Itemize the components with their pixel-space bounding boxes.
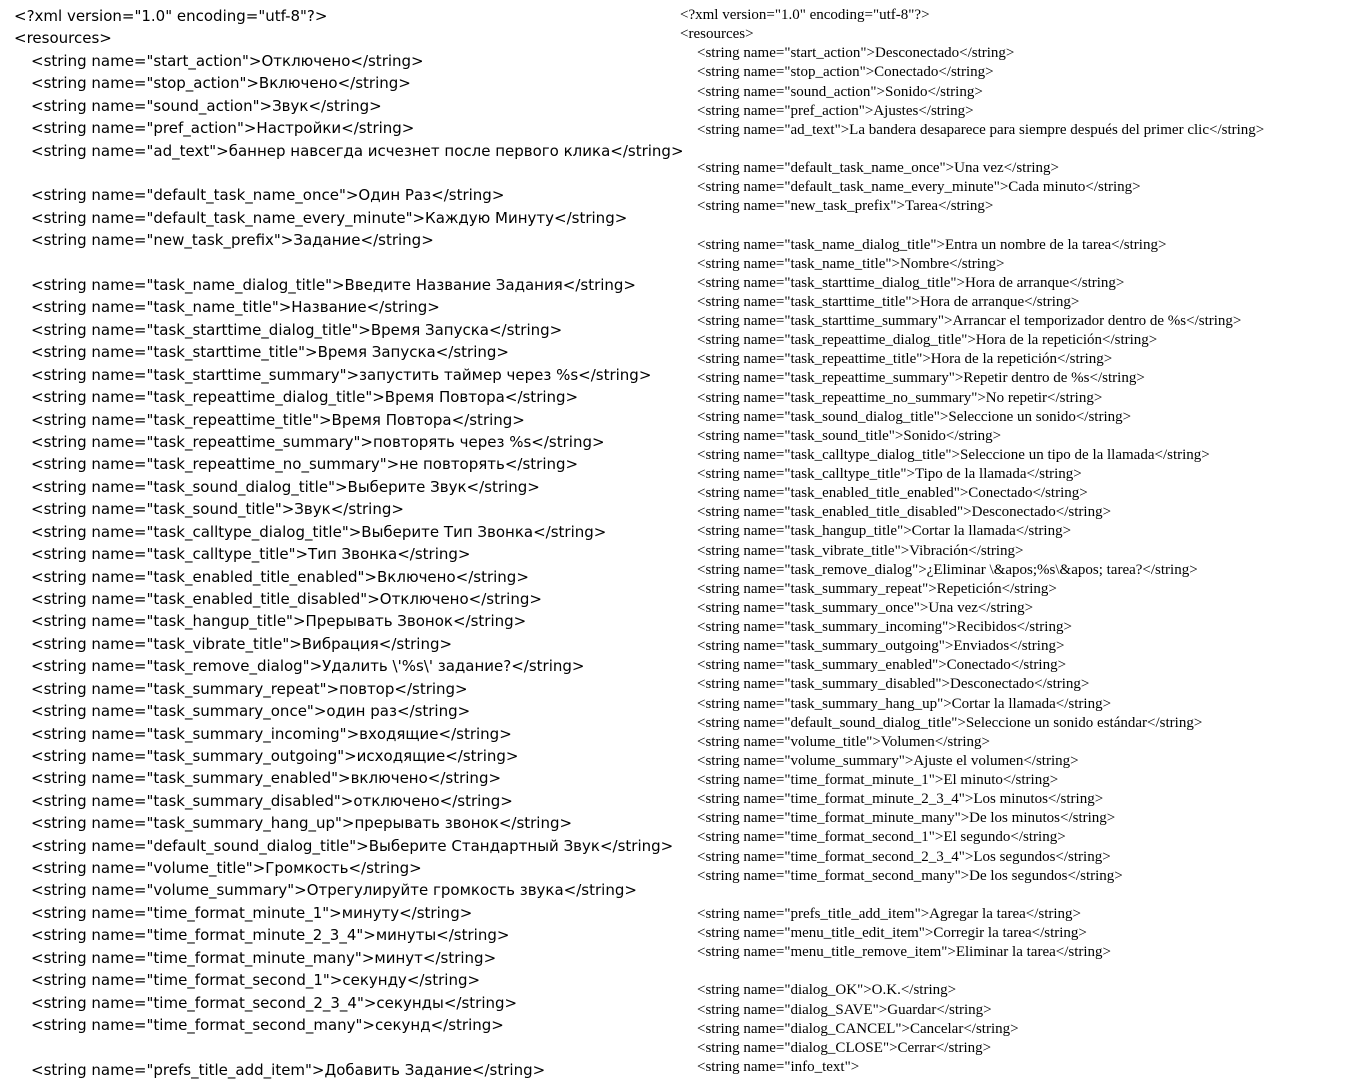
code-line: <?xml version="1.0" encoding="utf-8"?> bbox=[680, 7, 930, 23]
code-line: <string name="task_repeattime_title">Hora de la repetición</string> bbox=[697, 351, 1113, 368]
code-line: <string name="task_starttime_dialog_title">Hora de arranque</string> bbox=[697, 274, 1125, 291]
code-line: <string name="task_starttime_title">Время Запуска</string> bbox=[31, 343, 509, 362]
code-line: <string name="task_calltype_dialog_title">Seleccione un tipo de la llamada</string> bbox=[697, 446, 1210, 463]
code-line: <string name="stop_action">Включено</string> bbox=[31, 74, 411, 93]
code-line: <string name="task_repeattime_no_summary">не повторять</string> bbox=[31, 455, 579, 474]
code-line: <string name="task_sound_dialog_title">Выберите Звук</string> bbox=[31, 477, 540, 496]
code-line: <string name="task_starttime_dialog_title">Время Запуска</string> bbox=[31, 320, 563, 339]
code-line: <string name="task_summary_repeat">Repetición</string> bbox=[697, 580, 1057, 597]
code-line: <string name="task_summary_hang_up">прерывать звонок</string> bbox=[31, 814, 573, 833]
code-line: <string name="task_hangup_title">Cortar la llamada</string> bbox=[697, 523, 1072, 540]
code-line: <string name="time_format_second_many">секунд</string> bbox=[31, 1015, 504, 1034]
blank-line bbox=[680, 216, 1264, 235]
code-line: <string name="default_sound_dialog_title">Seleccione un sonido estándar</string> bbox=[697, 714, 1203, 731]
code-line: <string name="task_summary_hang_up">Cortar la llamada</string> bbox=[697, 695, 1112, 712]
code-line: <string name="new_task_prefix">Задание</string> bbox=[31, 231, 434, 250]
code-line: <string name="task_vibrate_title">Vibración</string> bbox=[697, 542, 1024, 559]
code-line: <string name="task_repeattime_summary">Repetir dentro de %s</string> bbox=[697, 370, 1145, 387]
code-line: <string name="stop_action">Conectado</string> bbox=[697, 64, 994, 81]
code-line: <string name="menu_title_remove_item">Eliminar la tarea</string> bbox=[697, 944, 1112, 961]
code-line: <string name="task_summary_repeat">повтор</string> bbox=[31, 679, 468, 698]
code-line: <string name="task_calltype_dialog_title">Выберите Тип Звонка</string> bbox=[31, 522, 607, 541]
code-line: <string name="task_summary_outgoing">Enviados</string> bbox=[697, 638, 1065, 655]
code-line: <string name="dialog_CLOSE">Cerrar</string> bbox=[697, 1039, 992, 1056]
code-line: <string name="task_sound_title">Sonido</string> bbox=[697, 427, 1002, 444]
code-line: <string name="task_starttime_summary">Arrancar el temporizador dentro de %s</string> bbox=[697, 313, 1242, 329]
code-line: <string name="task_summary_enabled">Conectado</string> bbox=[697, 657, 1067, 674]
code-line: <string name="task_sound_title">Звук</string> bbox=[31, 500, 404, 519]
code-line: <string name="task_name_dialog_title">Введите Название Задания</string> bbox=[31, 276, 637, 295]
blank-line bbox=[14, 1036, 684, 1058]
code-line: <string name="info_text"> bbox=[697, 1058, 860, 1075]
code-line: <string name="task_summary_incoming">входящие</string> bbox=[31, 724, 512, 743]
blank-line bbox=[14, 252, 684, 274]
code-line: <string name="volume_summary">Ajuste el volumen</string> bbox=[697, 752, 1079, 769]
code-line: <string name="time_format_second_1">El segundo</string> bbox=[697, 829, 1066, 846]
code-line: <string name="task_summary_once">один раз</string> bbox=[31, 702, 471, 721]
code-line: <string name="task_enabled_title_disabled">Desconectado</string> bbox=[697, 504, 1112, 521]
code-line: <string name="time_format_minute_2_3_4">Los minutos</string> bbox=[697, 791, 1104, 808]
code-line: <string name="task_summary_outgoing">исходящие</string> bbox=[31, 746, 519, 765]
code-line: <string name="default_task_name_once">Один Раз</string> bbox=[31, 186, 505, 205]
code-line: <string name="default_sound_dialog_title">Выберите Стандартный Звук</string> bbox=[31, 836, 674, 855]
code-line: <string name="sound_action">Sonido</string> bbox=[697, 83, 983, 100]
code-line: <string name="time_format_minute_many">De los minutos</string> bbox=[697, 810, 1116, 827]
code-line: <string name="time_format_second_many">De los segundos</string> bbox=[697, 867, 1123, 884]
code-line: <string name="task_enabled_title_enabled">Conectado</string> bbox=[697, 485, 1088, 502]
blank-line bbox=[680, 140, 1264, 159]
code-line: <string name="task_repeattime_no_summary">No repetir</string> bbox=[697, 389, 1103, 406]
code-line: <string name="task_hangup_title">Прерывать Звонок</string> bbox=[31, 612, 527, 631]
code-line: <string name="task_starttime_title">Hora de arranque</string> bbox=[697, 293, 1080, 310]
code-line: <resources> bbox=[14, 29, 112, 48]
code-line: <?xml version="1.0" encoding="utf-8"?> bbox=[14, 7, 328, 25]
code-line: <string name="time_format_minute_1">El minuto</string> bbox=[697, 772, 1059, 788]
code-line: <string name="time_format_minute_1">минуту</string> bbox=[31, 903, 473, 922]
code-line: <string name="task_summary_disabled">отключено</string> bbox=[31, 791, 513, 810]
code-line: <string name="default_task_name_once">Una vez</string> bbox=[697, 160, 1059, 176]
code-line: <string name="prefs_title_add_item">Добавить Задание</string> bbox=[31, 1060, 546, 1079]
code-line: <string name="ad_text">баннер навсегда исчезнет после первого клика</string> bbox=[31, 141, 684, 160]
code-line: <string name="task_summary_enabled">включено</string> bbox=[31, 769, 502, 788]
code-line: <string name="task_repeattime_title">Время Повтора</string> bbox=[31, 410, 525, 429]
code-line: <string name="task_remove_dialog">Удалить \'%s\' задание?</string> bbox=[31, 657, 585, 676]
code-line: <string name="start_action">Отключено</string> bbox=[31, 51, 424, 70]
code-line: <string name="task_remove_dialog">¿Eliminar \&apos;%s\&apos; tarea?</string> bbox=[697, 561, 1198, 578]
code-line: <string name="task_repeattime_dialog_title">Hora de la repetición</string> bbox=[697, 332, 1158, 349]
code-line: <string name="task_repeattime_dialog_title">Время Повтора</string> bbox=[31, 388, 579, 407]
code-line: <string name="prefs_title_add_item">Agregar la tarea</string> bbox=[697, 905, 1082, 922]
code-line: <string name="ad_text">La bandera desaparece para siempre después del primer clic</string> bbox=[697, 121, 1265, 138]
code-line: <string name="default_task_name_every_minute">Cada minuto</string> bbox=[697, 179, 1141, 196]
code-line: <string name="volume_summary">Отрегулируйте громкость звука</string> bbox=[31, 881, 637, 900]
code-line: <string name="sound_action">Звук</string> bbox=[31, 96, 382, 115]
code-line: <string name="dialog_SAVE">Guardar</string> bbox=[697, 1001, 992, 1018]
code-line: <string name="task_starttime_summary">запустить таймер через %s</string> bbox=[31, 365, 652, 384]
blank-line bbox=[680, 962, 1264, 981]
code-line: <string name="volume_title">Volumen</string> bbox=[697, 733, 990, 750]
code-line: <string name="pref_action">Ajustes</string> bbox=[697, 102, 974, 119]
code-line: <string name="task_name_title">Nombre</string> bbox=[697, 255, 1005, 272]
code-line: <string name="task_enabled_title_enabled">Включено</string> bbox=[31, 567, 529, 586]
code-line: <string name="time_format_second_1">секунду</string> bbox=[31, 971, 481, 990]
code-line: <string name="time_format_minute_2_3_4">минуты</string> bbox=[31, 926, 510, 945]
code-line: <string name="new_task_prefix">Tarea</string> bbox=[697, 198, 994, 215]
code-line: <string name="task_calltype_title">Tipo de la llamada</string> bbox=[697, 466, 1082, 482]
code-line: <string name="task_vibrate_title">Вибрация</string> bbox=[31, 634, 453, 653]
code-line: <string name="time_format_second_2_3_4">секунды</string> bbox=[31, 993, 518, 1012]
code-line: <string name="task_summary_once">Una vez</string> bbox=[697, 599, 1034, 616]
blank-line bbox=[680, 886, 1264, 905]
code-line: <string name="task_sound_dialog_title">Seleccione un sonido</string> bbox=[697, 408, 1132, 425]
code-line: <string name="task_summary_disabled">Desconectado</string> bbox=[697, 676, 1090, 693]
code-line: <string name="task_enabled_title_disabled">Отключено</string> bbox=[31, 589, 542, 608]
spanish-strings-xml-listing bbox=[680, 6, 1264, 1077]
code-line: <string name="task_summary_incoming">Recibidos</string> bbox=[697, 619, 1072, 635]
blank-line bbox=[14, 162, 684, 184]
code-line: <string name="task_calltype_title">Тип Звонка</string> bbox=[31, 545, 471, 564]
russian-strings-xml-listing bbox=[14, 5, 684, 1081]
code-line: <string name="task_name_title">Название</string> bbox=[31, 298, 440, 317]
code-line: <string name="default_task_name_every_minute">Каждую Минуту</string> bbox=[31, 208, 628, 227]
code-line: <string name="dialog_OK">O.K.</string> bbox=[697, 982, 957, 999]
code-line: <string name="start_action">Desconectado</string> bbox=[697, 45, 1015, 62]
code-line: <string name="volume_title">Громкость</string> bbox=[31, 859, 422, 878]
code-line: <string name="time_format_second_2_3_4">Los segundos</string> bbox=[697, 848, 1111, 865]
code-line: <string name="menu_title_edit_item">Corregir la tarea</string> bbox=[697, 925, 1087, 941]
code-line: <string name="task_repeattime_summary">повторять через %s</string> bbox=[31, 433, 605, 452]
code-line: <resources> bbox=[680, 26, 754, 43]
code-line: <string name="pref_action">Настройки</string> bbox=[31, 119, 415, 138]
code-line: <string name="task_name_dialog_title">Entra un nombre de la tarea</string> bbox=[697, 236, 1167, 253]
code-line: <string name="time_format_minute_many">минут</string> bbox=[31, 948, 497, 967]
code-line: <string name="dialog_CANCEL">Cancelar</string> bbox=[697, 1020, 1019, 1037]
